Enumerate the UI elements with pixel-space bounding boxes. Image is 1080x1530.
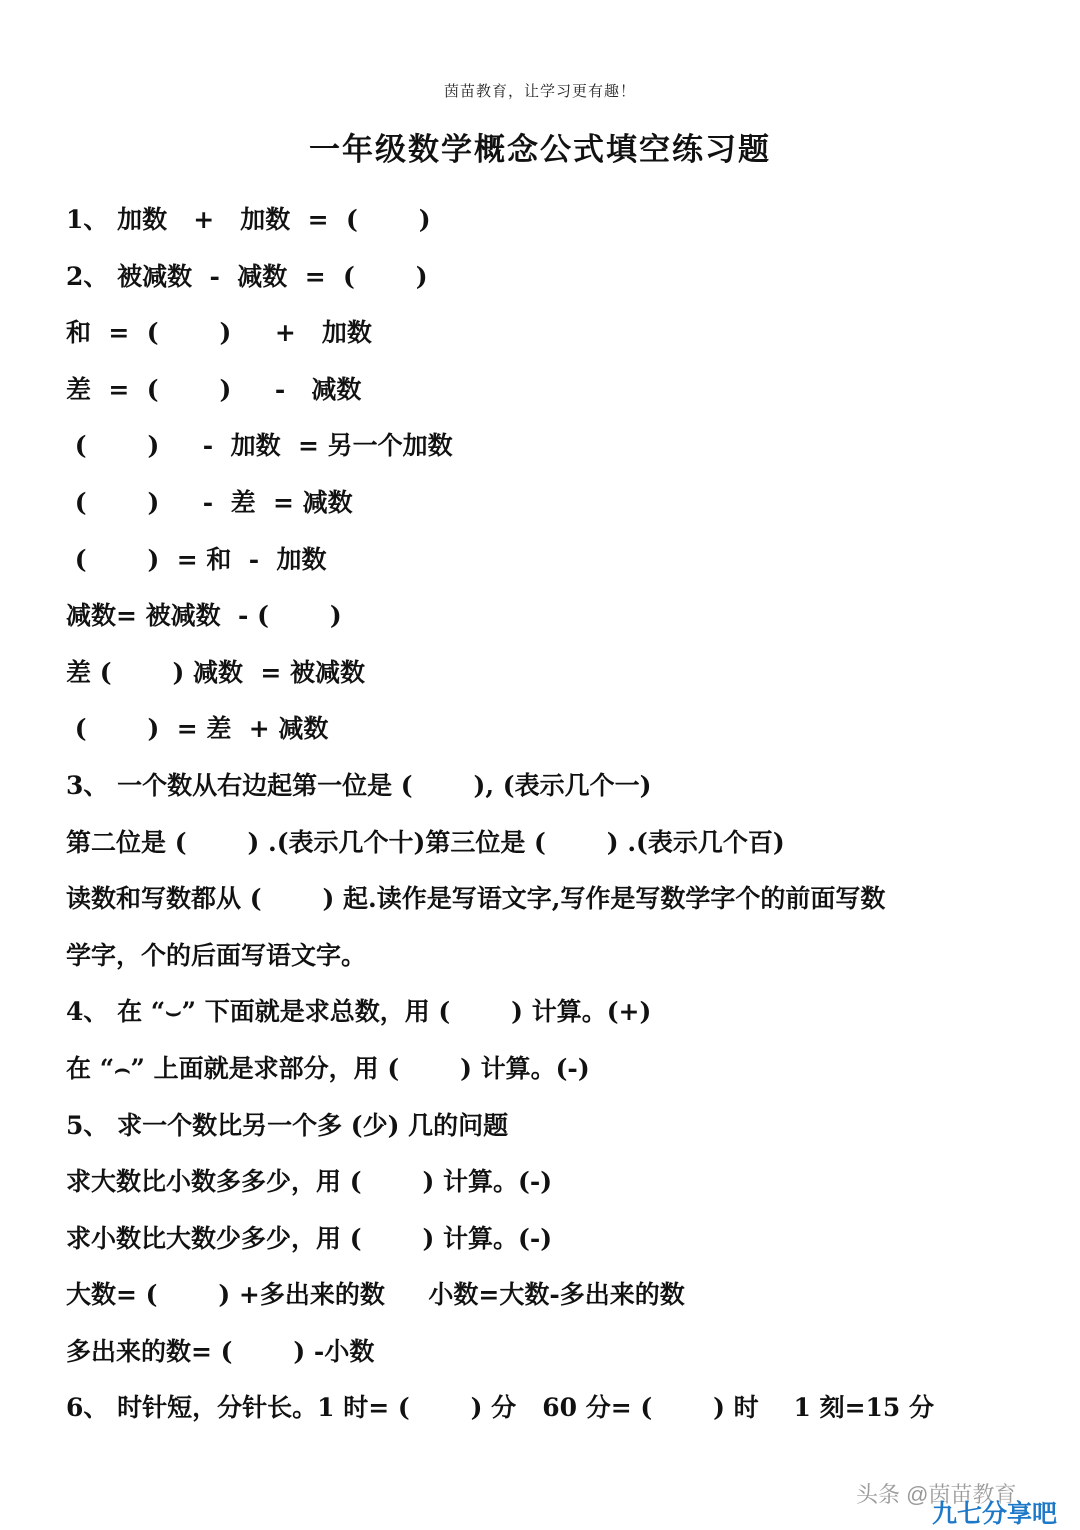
exercise-line-10: ( ) = 差 + 减数 (66, 714, 329, 744)
exercise-line-19: 求小数比大数少多少，用 ( ) 计算。(-) (66, 1223, 553, 1253)
exercise-line-6: ( ) - 差 = 减数 (66, 487, 353, 517)
exercise-line-17: 5、 求一个数比另一个多 (少) 几的问题 (66, 1110, 509, 1140)
exercise-line-8: 减数= 被减数 - ( ) (66, 601, 342, 631)
exercise-line-2: 2、 被减数 - 减数 = ( ) (66, 261, 428, 291)
exercise-line-4: 差 = ( ) - 减数 (66, 374, 362, 404)
exercise-line-15: 4、 在 “⌣” 下面就是求总数，用 ( ) 计算。(+) (66, 997, 652, 1027)
exercise-line-9: 差 ( ) 减数 = 被减数 (66, 657, 366, 687)
exercise-line-22: 6、 时针短，分针长。1 时= ( ) 分 60 分= ( ) 时 1 刻=15 分 (66, 1393, 935, 1423)
exercise-line-11: 3、 一个数从右边起第一位是 ( ), (表示几个一) (66, 770, 652, 800)
exercise-line-3: 和 = ( ) + 加数 (66, 318, 372, 348)
page-title: 一年级数学概念公式填空练习题 (309, 132, 771, 168)
exercise-line-18: 求大数比小数多多少，用 ( ) 计算。(-) (66, 1167, 553, 1197)
exercise-list (66, 192, 1026, 1437)
exercise-line-16: 在 “⌢” 上面就是求部分，用 ( ) 计算。(-) (66, 1053, 590, 1083)
exercise-line-14: 学字，个的后面写语文字。 (66, 940, 367, 970)
site-badge-logo: 九七分享吧 (932, 1499, 1058, 1528)
exercise-line-12: 第二位是 ( ) .(表示几个十)第三位是 ( ) .(表示几个百) (66, 827, 785, 857)
exercise-line-1: 1、 加数 + 加数 = ( ) (66, 205, 431, 234)
watermark-text: 头条 @茵苗教育 (856, 1482, 1017, 1507)
exercise-line-21: 多出来的数= ( ) -小数 (66, 1336, 375, 1366)
exercise-line-13: 读数和写数都从 ( ) 起.读作是写语文字,写作是写数学字个的前面写数 (66, 884, 886, 914)
header-note: 茵苗教育，让学习更有趣！ (443, 82, 636, 100)
exercise-line-7: ( ) = 和 - 加数 (66, 544, 327, 574)
exercise-line-20: 大数= ( ) +多出来的数 小数=大数-多出来的数 (66, 1280, 685, 1310)
exercise-line-5: ( ) - 加数 = 另一个加数 (66, 431, 453, 461)
